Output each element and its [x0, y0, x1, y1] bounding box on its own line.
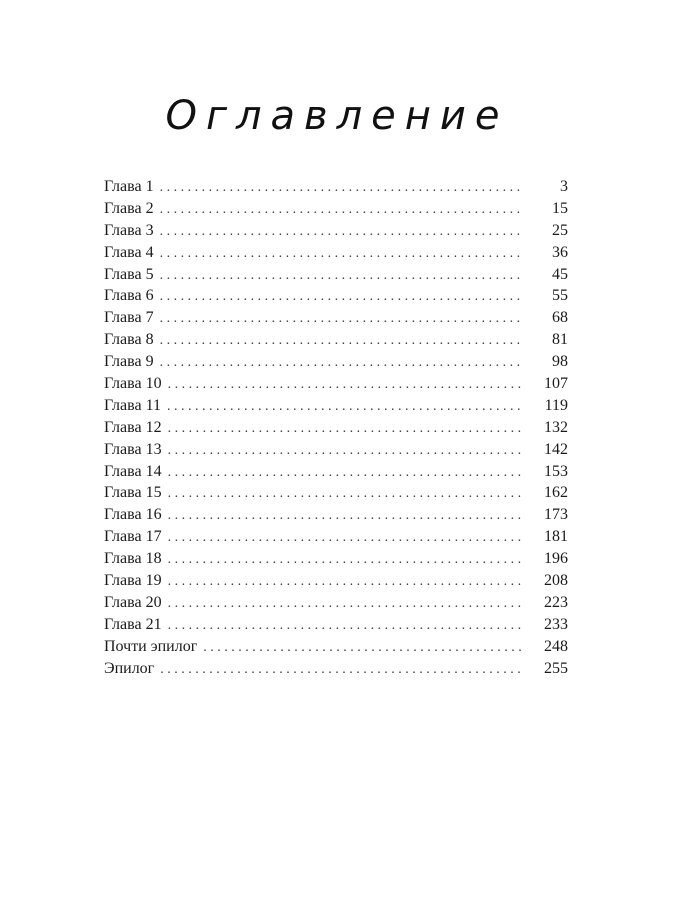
toc-entry [104, 636, 568, 658]
toc-entry-page-number: 142 [544, 440, 568, 458]
toc-dot-leader [160, 659, 522, 681]
toc-entry-page-number: 132 [544, 418, 568, 436]
toc-entry-label: Глава 3 [104, 221, 154, 239]
toc-entry-label: Глава 21 [104, 615, 162, 633]
toc-entry [104, 482, 568, 504]
toc-entry [104, 461, 568, 483]
toc-entry-label: Глава 20 [104, 593, 162, 611]
toc-dot-leader [160, 265, 522, 287]
toc-entry [104, 614, 568, 636]
toc-entry-label: Глава 7 [104, 309, 154, 327]
toc-dot-leader [168, 440, 522, 462]
toc-entry-page-number: 15 [552, 199, 568, 217]
toc-entry [104, 504, 568, 526]
toc-entry-label: Глава 15 [104, 484, 162, 502]
toc-entry [104, 264, 568, 286]
toc-dot-leader [168, 483, 522, 505]
toc-entry-page-number: 45 [552, 265, 568, 283]
toc-entry-page-number: 173 [544, 506, 568, 524]
toc-entry [104, 176, 568, 198]
toc-entry-page-number: 98 [552, 353, 568, 371]
toc-entry-page-number: 248 [544, 637, 568, 655]
toc-entry-page-number: 153 [544, 462, 568, 480]
toc-dot-leader [168, 418, 522, 440]
toc-entry [104, 220, 568, 242]
toc-entry-page-number: 162 [544, 484, 568, 502]
toc-entry-label: Глава 16 [104, 506, 162, 524]
toc-dot-leader [160, 330, 522, 352]
toc-dot-leader [160, 243, 522, 265]
toc-entry-label: Глава 6 [104, 287, 154, 305]
toc-entry-page-number: 208 [544, 572, 568, 590]
toc-entry-label: Глава 5 [104, 265, 154, 283]
table-of-contents [104, 176, 568, 679]
toc-entry-label: Глава 11 [104, 396, 161, 414]
toc-dot-leader [160, 221, 522, 243]
toc-dot-leader [168, 505, 522, 527]
toc-entry-page-number: 55 [552, 287, 568, 305]
toc-dot-leader [203, 637, 522, 659]
toc-entry-label: Глава 19 [104, 572, 162, 590]
toc-entry-page-number: 81 [552, 331, 568, 349]
toc-entry-label: Глава 14 [104, 462, 162, 480]
toc-entry [104, 198, 568, 220]
toc-entry [104, 242, 568, 264]
toc-dot-leader [168, 615, 522, 637]
toc-dot-leader [168, 527, 522, 549]
toc-entry [104, 592, 568, 614]
toc-dot-leader [168, 593, 522, 615]
toc-dot-leader [168, 374, 522, 396]
toc-entry-page-number: 25 [552, 221, 568, 239]
toc-entry [104, 570, 568, 592]
toc-dot-leader [167, 396, 522, 418]
toc-entry [104, 417, 568, 439]
toc-entry-page-number: 3 [560, 178, 568, 195]
toc-dot-leader [160, 308, 522, 330]
page-title: Оглавление [165, 93, 509, 139]
toc-entry-page-number: 196 [544, 550, 568, 568]
toc-dot-leader [160, 177, 522, 199]
toc-entry [104, 526, 568, 548]
toc-entry-label: Глава 18 [104, 550, 162, 568]
toc-entry-label: Глава 8 [104, 331, 154, 349]
toc-entry [104, 548, 568, 570]
toc-entry-label: Глава 9 [104, 353, 154, 371]
toc-entry-label: Глава 17 [104, 528, 162, 546]
toc-entry [104, 307, 568, 329]
toc-entry [104, 658, 568, 680]
toc-entry [104, 373, 568, 395]
toc-entry-page-number: 119 [544, 396, 568, 414]
toc-entry-label: Глава 10 [104, 375, 162, 393]
toc-entry-page-number: 36 [552, 243, 568, 261]
toc-entry [104, 351, 568, 373]
toc-dot-leader [168, 462, 522, 484]
toc-entry-page-number: 107 [544, 375, 568, 393]
toc-entry-label: Глава 1 [104, 178, 154, 195]
toc-dot-leader [168, 549, 522, 571]
toc-entry-label: Глава 2 [104, 199, 154, 217]
toc-dot-leader [168, 571, 522, 593]
toc-entry-label: Почти эпилог [104, 637, 198, 655]
toc-entry [104, 439, 568, 461]
toc-entry-page-number: 233 [544, 615, 568, 633]
toc-entry-page-number: 223 [544, 593, 568, 611]
toc-dot-leader [160, 286, 522, 308]
toc-entry [104, 329, 568, 351]
toc-entry-label: Глава 12 [104, 418, 162, 436]
toc-entry [104, 285, 568, 307]
toc-dot-leader [160, 352, 522, 374]
toc-entry-page-number: 255 [544, 659, 568, 677]
toc-entry [104, 395, 568, 417]
toc-entry-page-number: 68 [552, 309, 568, 327]
toc-entry-label: Эпилог [104, 659, 155, 677]
toc-entry-page-number: 181 [544, 528, 568, 546]
toc-entry-label: Глава 13 [104, 440, 162, 458]
toc-entry-label: Глава 4 [104, 243, 154, 261]
toc-dot-leader [160, 199, 522, 221]
